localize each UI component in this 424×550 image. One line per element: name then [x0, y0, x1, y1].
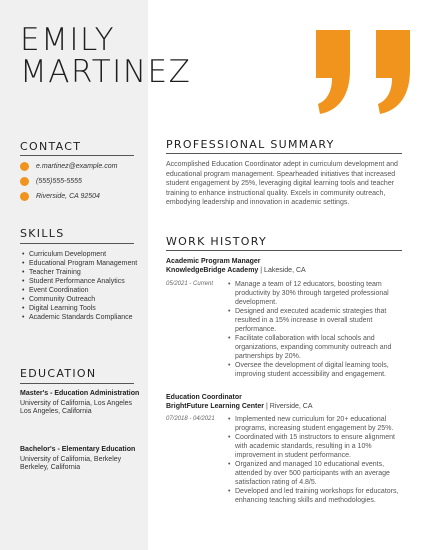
list-item: • Student Performance Analytics [22, 277, 142, 286]
school-location: Los Angeles, California [20, 408, 92, 415]
job-title: Academic Program Manager [166, 258, 261, 265]
education-divider [20, 383, 134, 384]
list-item: • Organized and managed 10 educational events, attended by over 500 participants with an average satisfaction rating of 4.8/5. [228, 460, 408, 487]
job-header [166, 394, 406, 411]
list-item: • Academic Standards Compliance [22, 313, 142, 322]
job-dates: 07/2018 - 04/2021 [166, 416, 215, 422]
list-item: • Implemented new curriculum for 20+ educational programs, increasing student engagement by 25%. [228, 415, 408, 433]
contact-address [20, 192, 100, 201]
work-heading: WORK HISTORY [166, 235, 268, 248]
phone-text: (555)555-5555 [36, 178, 82, 185]
list-item: • Coordinated with 15 instructors to ensure alignment with academic standards, resulting in a 10% improvement in student performance. [228, 433, 408, 460]
contact-phone [20, 177, 82, 186]
job-header [166, 258, 406, 275]
job-bullets [228, 415, 408, 505]
orange-dot-icon [20, 162, 29, 171]
candidate-name [20, 24, 191, 88]
school-location: Berkeley, California [20, 464, 81, 471]
degree: Bachelor's - Elementary Education [20, 446, 136, 453]
contact-email [20, 162, 117, 171]
list-item: • Designed and executed academic strategies that resulted in a 15% increase in overall student performance. [228, 307, 408, 334]
list-item: • Teacher Training [22, 268, 142, 277]
school: University of California, Berkeley [20, 455, 122, 463]
job-location: | Lakeside, CA [260, 266, 306, 274]
list-item: • Community Outreach [22, 295, 142, 304]
education-entry [20, 390, 144, 417]
education-entry [20, 446, 144, 473]
summary-divider [166, 153, 402, 154]
list-item: • Event Coordination [22, 286, 142, 295]
quotation-mark-icon [316, 24, 352, 116]
company-name: KnowledgeBridge Academy [166, 266, 259, 274]
last-name: MARTINEZ [20, 54, 192, 90]
job-dates: 05/2021 - Current [166, 281, 214, 287]
education-heading: EDUCATION [20, 367, 97, 380]
contact-divider [20, 155, 134, 156]
summary-text: Accomplished Education Coordinator adept in curriculum development and educational program management. Spearheaded initiatives that increased student engagement by 25%, leveraging digital learning tools and teacher training to enhance instructional quality. Excels in community outreach, embodying leadership and innovation in academic settings. [166, 161, 398, 206]
skills-divider [20, 243, 134, 244]
list-item: • Manage a team of 12 educators, boosting team productivity by 30% through targeted professional development. [228, 280, 408, 307]
skills-list [22, 250, 142, 322]
degree: Master's - Education Administration [20, 390, 140, 397]
list-item: • Curriculum Development [22, 250, 142, 259]
email-text: e.martinez@example.com [36, 163, 118, 170]
job-bullets [228, 280, 408, 379]
summary-heading: PROFESSIONAL SUMMARY [166, 138, 335, 151]
work-divider [166, 250, 402, 251]
list-item: • Digital Learning Tools [22, 304, 142, 313]
list-item: • Oversee the development of digital learning tools, improving student accessibility and engagement. [228, 361, 408, 379]
orange-dot-icon [20, 192, 29, 201]
job-title: Education Coordinator [166, 394, 242, 401]
skills-heading: SKILLS [20, 227, 65, 240]
list-item: • Developed and led training workshops for educators, enhancing teaching skills and methodologies. [228, 487, 408, 505]
quotation-mark-icon [376, 24, 412, 116]
school: University of California, Los Angeles [20, 399, 133, 407]
company-name: BrightFuture Learning Center [166, 402, 265, 410]
address-text: Riverside, CA 92504 [36, 193, 100, 200]
list-item: • Facilitate collaboration with local schools and organizations, expanding community outreach and partnerships by 20%. [228, 334, 408, 361]
job-location: | Riverside, CA [265, 402, 313, 410]
contact-heading: CONTACT [20, 140, 82, 153]
orange-dot-icon [20, 177, 29, 186]
first-name: EMILY [20, 22, 116, 58]
list-item: • Educational Program Management [22, 259, 142, 268]
